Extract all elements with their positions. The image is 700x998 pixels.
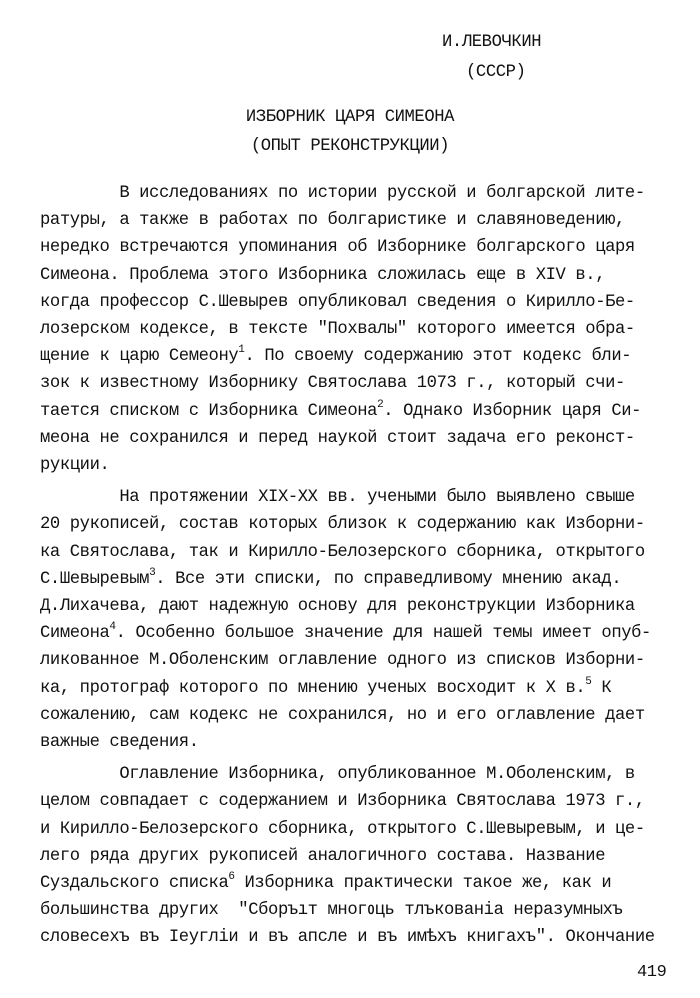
text-line: На протяжении XIX-XX вв. учеными было выявлено свыше <box>40 488 635 508</box>
page-number: 419 <box>637 963 667 982</box>
text-line: В исследованиях по истории русской и болгарской лите- <box>40 184 645 203</box>
text-segment: Симеона <box>40 624 110 644</box>
footnote-ref: 6 <box>228 871 235 884</box>
text-line: меона не сохранился и перед наукой стоит задача его реконст- <box>40 428 635 448</box>
text-line: лозерском кодексе, в тексте "Похвалы" которого имеется обра- <box>40 320 635 340</box>
paragraph-1 <box>40 180 690 479</box>
author-country: (СССР) <box>466 63 526 82</box>
text-line: сожалению, сам кодекс не сохранился, но и его оглавление дает <box>40 705 645 725</box>
text-line <box>40 620 690 647</box>
text-line: Оглавление Изборника, опубликованное М.Оболенским, в <box>40 765 635 785</box>
paragraph-3 <box>40 761 690 951</box>
text-segment: Изборника практически такое же, как и <box>234 874 612 894</box>
text-line: когда профессор С.Шевырев опубликовал сведения о Кирилло-Бе- <box>40 292 635 312</box>
footnote-ref: 3 <box>149 566 156 579</box>
text-line: словесехъ въ Ieyглiи и въ апсле и въ имѣхъ книгахъ". Окончание <box>40 928 655 948</box>
text-line <box>40 566 690 593</box>
text-segment: . Однако Изборник царя Си- <box>383 401 642 421</box>
text-line: и Кирилло-Белозерского сборника, открытого С.Шевыревым, и це- <box>40 819 645 839</box>
text-line: ликованное М.Оболенским оглавление одного из списков Изборни- <box>40 651 645 671</box>
author-block <box>442 28 541 88</box>
text-line: целом совпадает с содержанием и Изборника Святослава 1973 г., <box>40 792 645 812</box>
text-segment: К <box>591 678 612 698</box>
text-line: ка Святослава, так и Кирилло-Белозерского сборника, открытого <box>40 542 645 562</box>
text-line: нередко встречаются упоминания об Изборнике болгарского царя <box>40 238 635 258</box>
text-segment: С.Шевыревым <box>40 569 150 589</box>
text-line: важные сведения. <box>40 733 199 753</box>
article-title <box>0 103 700 161</box>
text-segment: . Особенно большое значение для нашей темы имеет опуб- <box>115 624 651 644</box>
text-segment: . Все эти списки, по справедливому мнению акад. <box>155 569 622 589</box>
footnote-ref: 5 <box>585 675 592 688</box>
footnote-ref: 1 <box>238 344 245 357</box>
text-line: ратуры, а также в работах по болгаристике и славяноведению, <box>40 211 625 231</box>
title-line-1: ИЗБОРНИК ЦАРЯ СИМЕОНА <box>245 108 455 127</box>
text-line: рукции. <box>40 456 110 476</box>
text-line <box>40 870 690 897</box>
text-line: Д.Лихачева, дают надежную основу для реконструкции Изборника <box>40 597 635 617</box>
text-segment: . По своему содержанию этот кодекс бли- <box>244 347 632 367</box>
paragraph-2 <box>40 484 690 756</box>
text-segment: Суздальского списка <box>40 874 229 894</box>
footnote-ref: 2 <box>377 398 384 411</box>
text-line: зок к известному Изборнику Святослава 1073 г., который счи- <box>40 374 625 394</box>
text-line: 20 рукописей, состав которых близок к содержанию как Изборни- <box>40 515 645 535</box>
text-segment: тается списком с Изборника Симеона <box>40 401 378 421</box>
article-body <box>40 180 690 952</box>
text-segment: ка, протограф которого по мнению ученых восходит к Х в. <box>40 678 586 698</box>
text-line: лего ряда других рукописей аналогичного состава. Название <box>40 846 606 866</box>
text-line: Симеона. Проблема этого Изборника сложилась еще в XIV в., <box>40 265 606 285</box>
title-line-2: (ОПЫТ РЕКОНСТРУКЦИИ) <box>250 137 450 156</box>
text-segment: щение к царю Семеону <box>40 347 239 367</box>
text-line <box>40 398 690 425</box>
footnote-ref: 4 <box>109 621 116 634</box>
text-line <box>40 343 690 370</box>
author-name: И.ЛЕВОЧКИН <box>442 33 542 52</box>
text-line <box>40 675 690 702</box>
text-line: большинства других "Сборъıт многᲂць тлъкованiа неразумныхъ <box>40 901 623 921</box>
